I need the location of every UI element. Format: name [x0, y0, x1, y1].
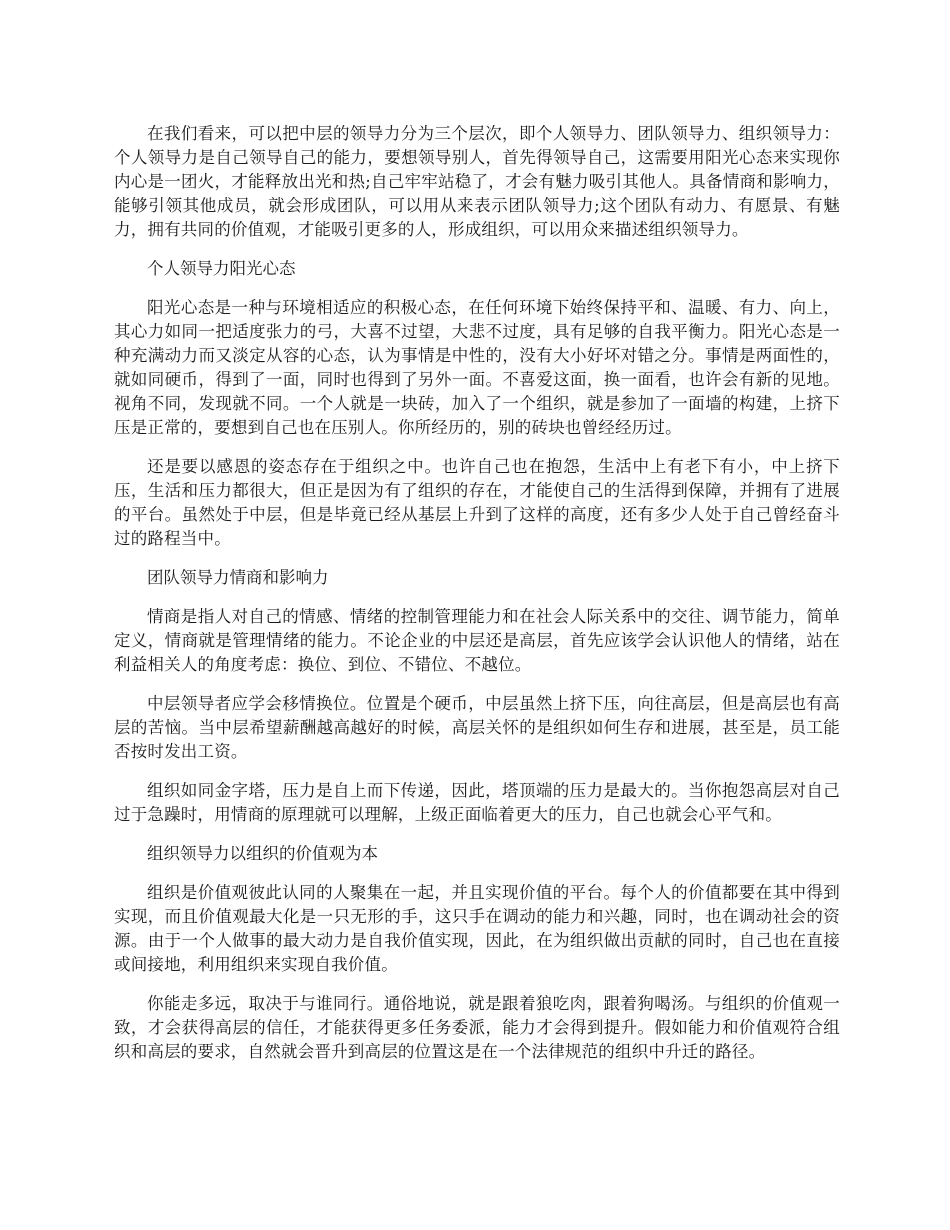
paragraph-values-platform: 组织是价值观彼此认同的人聚集在一起，并且实现价值的平台。每个人的价值都要在其中得到实现，而且价值观最大化是一只无形的手，这只手在调动的能力和兴趣，同时，也在调动社会的资源。由于一个人做事的最大动力是自我价值实现，因此，在为组织做出贡献的同时，自己也在直接或间接地，利用组织来实现自我价值。	[114, 883, 840, 974]
paragraph-intro: 在我们看来，可以把中层的领导力分为三个层次，即个人领导力、团队领导力、组织领导力：个人领导力是自己领导自己的能力，要想领导别人，首先得领导自己，这需要用阳光心态来实现你内心是一团火，才能释放出光和热;自己牢牢站稳了，才会有魅力吸引其他人。具备情商和影响力，能够引领其他成员，就会形成团队，可以用从来表示团队领导力;这个团队有动力、有愿景、有魅力，拥有共同的价值观，才能吸引更多的人，形成组织，可以用众来描述组织领导力。	[114, 124, 840, 239]
paragraph-eq-definition: 情商是指人对自己的情感、情绪的控制管理能力和在社会人际关系中的交往、调节能力，简单定义，情商就是管理情绪的能力。不论企业的中层还是高层，首先应该学会认识他人的情绪，站在利益相关人的角度考虑：换位、到位、不错位、不越位。	[114, 607, 840, 674]
paragraph-sunny-mindset: 阳光心态是一种与环境相适应的积极心态，在任何环境下始终保持平和、温暖、有力、向上，其心力如同一把适度张力的弓，大喜不过望，大悲不过度，具有足够的自我平衡力。阳光心态是一种充满动力而又淡定从容的心态，认为事情是中性的，没有大小好坏对错之分。事情是两面性的，就如同硬币，得到了一面，同时也得到了另外一面。不喜爱这面，换一面看，也许会有新的见地。视角不同，发现就不同。一个人就是一块砖，加入了一个组织，就是参加了一面墙的构建，上挤下压是正常的，要想到自己也在压别人。你所经历的，别的砖块也曾经经历过。	[114, 298, 840, 437]
paragraph-pyramid: 组织如同金字塔，压力是自上而下传递，因此，塔顶端的压力是最大的。当你抱怨高层对自己过于急躁时，用情商的原理就可以理解，上级正面临着更大的压力，自己也就会心平气和。	[114, 781, 840, 824]
paragraph-empathy: 中层领导者应学会移情换位。位置是个硬币，中层虽然上挤下压，向往高层，但是高层也有高层的苦恼。当中层希望薪酬越高越好的时候，高层关怀的是组织如何生存和进展，甚至是，员工能否按时发出工资。	[114, 694, 840, 761]
document-body	[114, 122, 840, 1079]
section-heading-personal: 个人领导力阳光心态	[147, 259, 296, 278]
section-heading-team: 团队领导力情商和影响力	[147, 568, 329, 587]
paragraph-gratitude: 还是要以感恩的姿态存在于组织之中。也许自己也在抱怨，生活中上有老下有小，中上挤下压，生活和压力都很大，但正是因为有了组织的存在，才能使自己的生活得到保障，并拥有了进展的平台。虽然处于中层，但是毕竟已经从基层上升到了这样的高度，还有多少人处于自己曾经奋斗过的路程当中。	[114, 457, 840, 548]
section-heading-organization: 组织领导力以组织的价值观为本	[147, 844, 378, 863]
paragraph-companions: 你能走多远，取决于与谁同行。通俗地说，就是跟着狼吃肉，跟着狗喝汤。与组织的价值观一致，才会获得高层的信任，才能获得更多任务委派，能力才会得到提升。假如能力和价值观符合组织和高层的要求，自然就会晋升到高层的位置这是在一个法律规范的组织中升迁的路径。	[114, 994, 840, 1061]
